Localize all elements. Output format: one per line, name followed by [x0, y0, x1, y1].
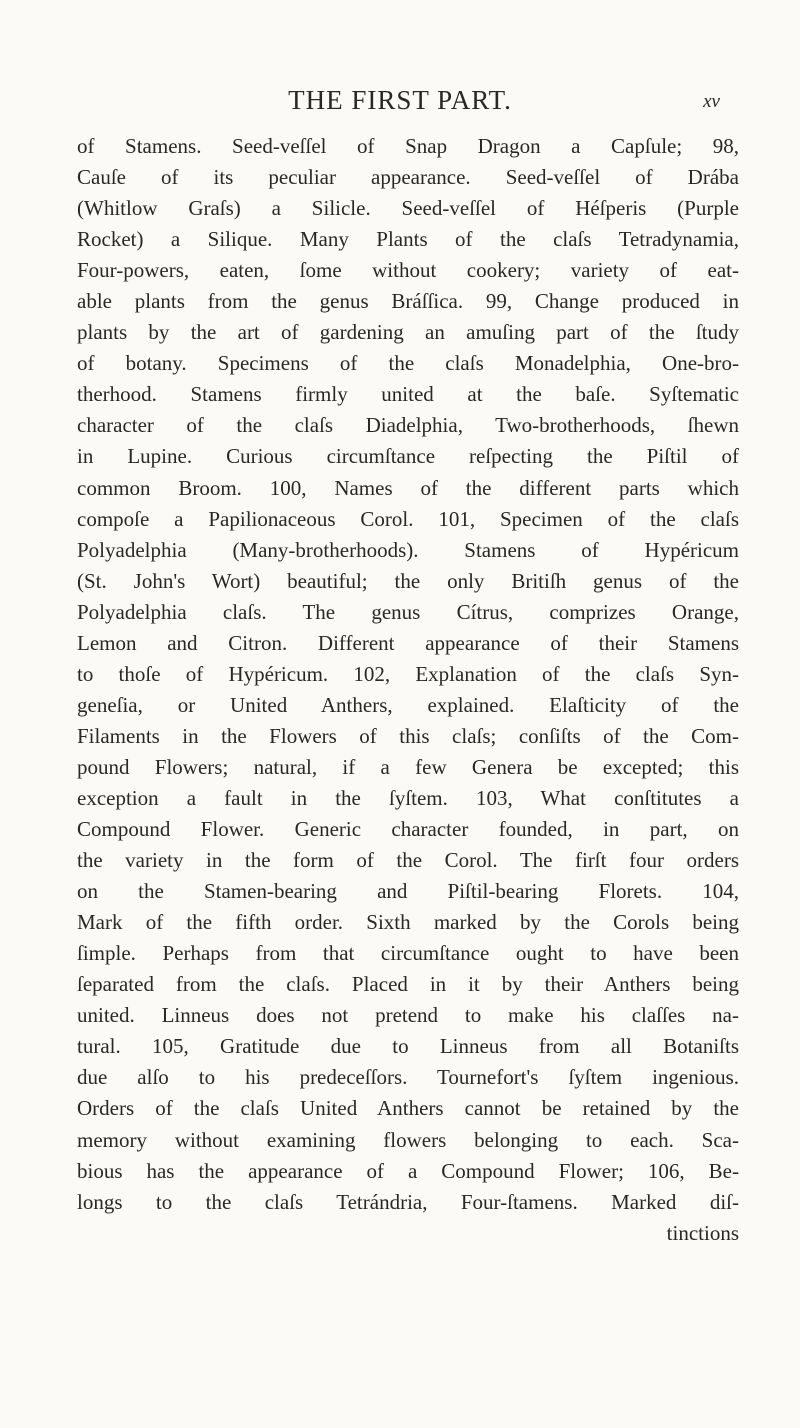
- text-line: of Stamens. Seed-veſſel of Snap Dragon a Capſule; 98,: [77, 134, 739, 158]
- text-line: on the Stamen-bearing and Piſtil-bearing Florets. 104,: [77, 879, 739, 904]
- text-line: able plants from the genus Bráſſica. 99, Change produced in: [77, 289, 739, 314]
- text-line: of botany. Specimens of the claſs Monadelphia, One-bro-: [77, 351, 739, 376]
- text-line: pound Flowers; natural, if a few Genera be excepted; this: [77, 754, 739, 779]
- text-line: united. Linneus does not pretend to make his claſſes na-: [77, 1003, 739, 1028]
- text-line: due alſo to his predeceſſors. Tournefort's ſyſtem ingenious.: [77, 1065, 739, 1090]
- text-line: Four-powers, eaten, ſome without cookery; variety of eat-: [77, 258, 739, 283]
- running-header: [0, 84, 800, 124]
- text-line: the variety in the form of the Corol. The firſt four orders: [77, 848, 739, 873]
- text-line: Polyadelphia (Many-brotherhoods). Stamens of Hypéricum: [77, 537, 739, 562]
- text-line: Mark of the fifth order. Sixth marked by the Corols being: [77, 910, 739, 935]
- text-line: to thoſe of Hypéricum. 102, Explanation of the claſs Syn-: [77, 661, 739, 686]
- text-line: ſimple. Perhaps from that circumſtance ought to have been: [77, 941, 739, 966]
- text-line: longs to the claſs Tetrándria, Four-ſtamens. Marked diſ-: [77, 1189, 739, 1214]
- text-line: Polyadelphia claſs. The genus Cítrus, comprizes Orange,: [77, 599, 739, 624]
- text-line: character of the claſs Diadelphia, Two-brotherhoods, ſhewn: [77, 413, 739, 438]
- text-line: (St. John's Wort) beautiful; the only Britiſh genus of the: [77, 568, 739, 593]
- text-line: Orders of the claſs United Anthers cannot be retained by the: [77, 1096, 739, 1121]
- text-line: tural. 105, Gratitude due to Linneus from all Botaniſts: [77, 1034, 739, 1059]
- text-line: Filaments in the Flowers of this claſs; conſiſts of the Com-: [77, 723, 739, 748]
- text-line: geneſia, or United Anthers, explained. Elaſticity of the: [77, 692, 739, 717]
- text-line: memory without examining flowers belonging to each. Sca-: [77, 1127, 739, 1152]
- text-line: Rocket) a Silique. Many Plants of the claſs Tetradynamia,: [77, 227, 739, 252]
- text-line: in Lupine. Curious circumſtance reſpecting the Piſtil of: [77, 444, 739, 469]
- text-line: plants by the art of gardening an amuſing part of the ſtudy: [77, 320, 739, 345]
- text-line: ſeparated from the claſs. Placed in it by their Anthers being: [77, 972, 739, 997]
- text-line: common Broom. 100, Names of the different parts which: [77, 475, 739, 500]
- text-line: exception a fault in the ſyſtem. 103, What conſtitutes a: [77, 785, 739, 810]
- text-line: bious has the appearance of a Compound Flower; 106, Be-: [77, 1158, 739, 1183]
- text-line: compoſe a Papilionaceous Corol. 101, Specimen of the claſs: [77, 506, 739, 531]
- text-line: Cauſe of its peculiar appearance. Seed-veſſel of Drába: [77, 165, 739, 190]
- text-line: Lemon and Citron. Different appearance of their Stamens: [77, 630, 739, 655]
- text-line: (Whitlow Graſs) a Silicle. Seed-veſſel of Héſperis (Purple: [77, 196, 739, 221]
- running-title: THE FIRST PART.: [288, 85, 512, 115]
- catchword: tinctions: [666, 1220, 739, 1245]
- text-line: Compound Flower. Generic character founded, in part, on: [77, 817, 739, 842]
- page-number: xv: [703, 91, 720, 112]
- text-line: therhood. Stamens firmly united at the baſe. Syſtematic: [77, 382, 739, 407]
- body-text: [77, 131, 739, 1249]
